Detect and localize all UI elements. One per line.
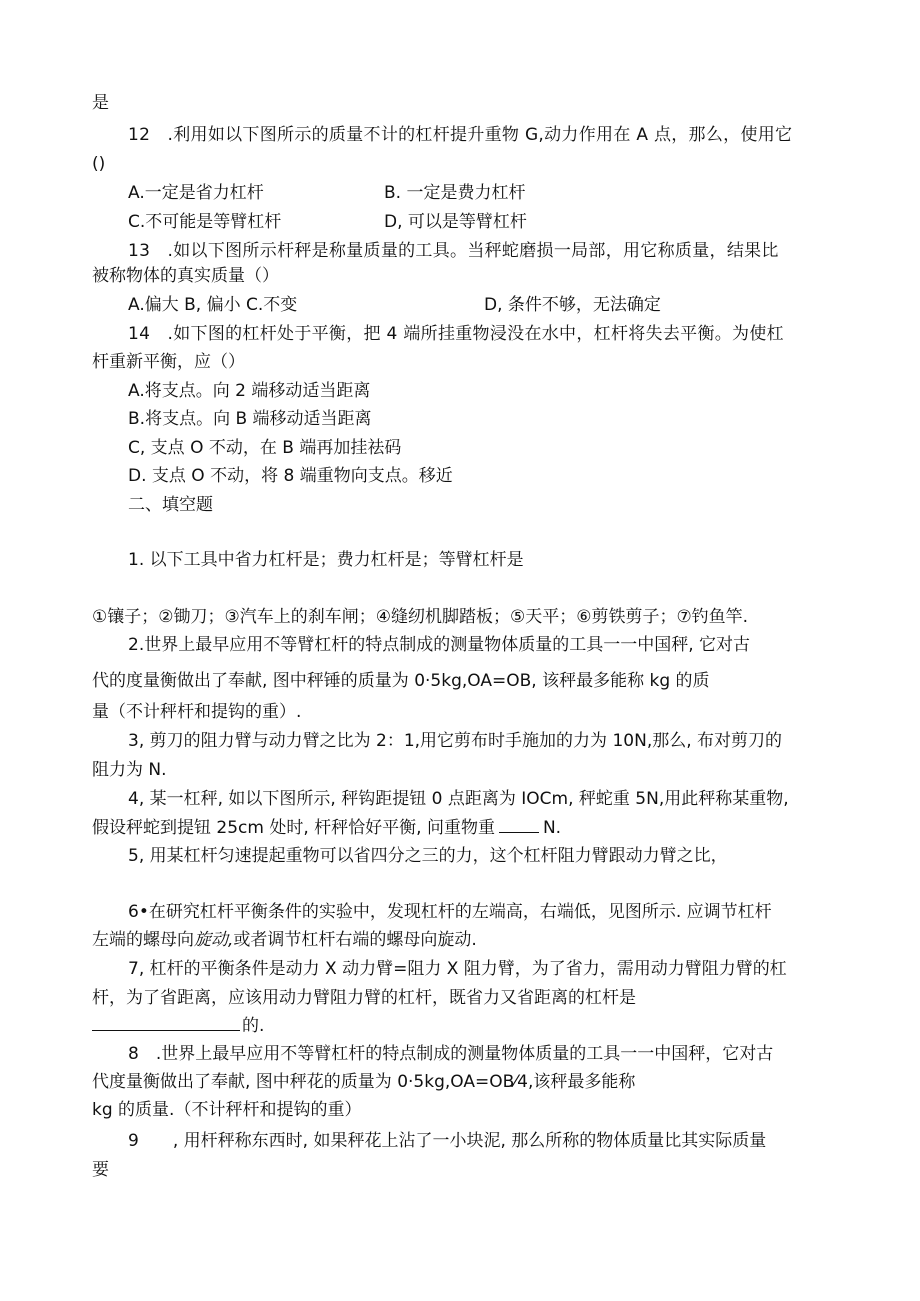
text-line: 是 <box>92 93 109 113</box>
answer-blank[interactable] <box>92 1014 240 1031</box>
fill-9 <box>128 1130 766 1152</box>
text-segment: 假设秤蛇到提钮 25cm 处时, 杆秤恰好平衡, 问重物重 <box>92 818 495 838</box>
option-d: D. 支点 O 不动，将 8 端重物向支点。移近 <box>128 466 453 486</box>
question-12: 12 .利用如以下图所示的质量不计的杠杆提升重物 G,动力作用在 A 点，那么，使用它 <box>128 125 793 145</box>
text-line <box>92 1014 264 1037</box>
fill-6: 6•在研究杠杆平衡条件的实验中，发现杠杆的左端高，右端低，见图所示. 应调节杠杆 <box>128 902 772 922</box>
option-c: C, 支点 O 不动，在 B 端再加挂祛码 <box>128 438 402 458</box>
text-line <box>92 929 477 951</box>
option-b: B.将支点。向 B 端移动适当距离 <box>128 409 372 429</box>
text-line: 量（不计秤杆和提钩的重）. <box>92 702 302 722</box>
fill-5: 5, 用某杠杆匀速提起重物可以省四分之三的力，这个杠杆阻力臂跟动力臂之比， <box>128 846 728 866</box>
text-line: 阻力为 N. <box>92 760 167 780</box>
section-heading: 二、填空题 <box>128 495 213 515</box>
text-line <box>92 816 561 839</box>
fill-3: 3, 剪刀的阻力臂与动力臂之比为 2：1,用它剪布时手施加的力为 10N,那么, 布对剪刀的 <box>128 731 783 751</box>
text-line: 代度量衡做出了奉献, 图中秤花的质量为 0·5kg,OA=OB⁄4,该秤最多能称 <box>92 1072 636 1092</box>
options-abc: A.偏大 B, 偏小 C.不变 <box>128 295 298 315</box>
answer-paren: () <box>92 154 106 174</box>
option-a: A.一定是省力杠杆 <box>128 183 264 203</box>
text-line: 代的度量衡做出了奉献, 图中秤锤的质量为 0·5kg,OA=OB, 该秤最多能称 kg 的质 <box>92 671 710 691</box>
question-13: 13 .如以下图所示杆秤是称量质量的工具。当秤蛇磨损一局部，用它称质量，结果比 <box>128 241 779 261</box>
option-d: D, 条件不够，无法确定 <box>484 295 661 315</box>
text-line: 杆重新平衡，应（） <box>92 352 245 372</box>
text-line: kg 的质量.（不计秤杆和提钩的重） <box>92 1100 362 1120</box>
option-a: A.将支点。向 2 端移动适当距离 <box>128 381 371 401</box>
fill-1: 1. 以下工具中省力杠杆是；费力杠杆是；等臂杠杆是 <box>128 550 524 570</box>
text-segment: 的. <box>242 1016 265 1036</box>
text-segment: 或者调节杠杆右端的螺母向旋动. <box>233 930 477 950</box>
fill-8: 8 .世界上最早应用不等臂杠杆的特点制成的测量物体质量的工具一一中国秤，它对古 <box>128 1044 774 1064</box>
text-line: 杆，为了省距离，应该用动力臂阻力臂的杠杆，既省力又省距离的杠杆是 <box>92 988 636 1008</box>
option-c: C.不可能是等臂杠杆 <box>128 212 282 232</box>
text-line: 被称物体的真实质量（） <box>92 266 279 286</box>
fill-2: 2.世界上最早应用不等臂杠杆的特点制成的测量物体质量的工具一一中国秤, 它对古 <box>128 635 751 655</box>
fill-7: 7, 杠杆的平衡条件是动力 X 动力臂=阻力 X 阻力臂，为了省力，需用动力臂阻力臂的杠 <box>128 959 787 979</box>
text-line: 要 <box>92 1160 109 1180</box>
text-segment: , 用杆秤称东西时, 如果秤花上沾了一小块泥, 那么所称的物体质量比其实际质量 <box>172 1131 767 1151</box>
text-segment: 左端的螺母向 <box>92 930 194 950</box>
question-14: 14 .如下图的杠杆处于平衡，把 4 端所挂重物浸没在水中，杠杆将失去平衡。为使杠 <box>128 324 784 344</box>
text-segment: N. <box>542 818 562 838</box>
fill-4: 4, 某一杠秤, 如以下图所示, 秤钩距提钮 0 点距离为 IOCm, 秤蛇重 5N,用此秤称某重物, <box>128 789 789 809</box>
option-b: B. 一定是费力杠杆 <box>384 183 526 203</box>
text-segment-italic: 旋动, <box>194 930 234 950</box>
answer-blank[interactable] <box>499 816 539 833</box>
fill-1-items: ①镶子；②锄刀；③汽车上的刹车闸；④缝纫机脚踏板；⑤天平；⑥剪铁剪子；⑦钓鱼竿. <box>92 607 749 627</box>
question-number: 9 <box>128 1131 139 1151</box>
option-d: D, 可以是等臂杠杆 <box>384 212 527 232</box>
